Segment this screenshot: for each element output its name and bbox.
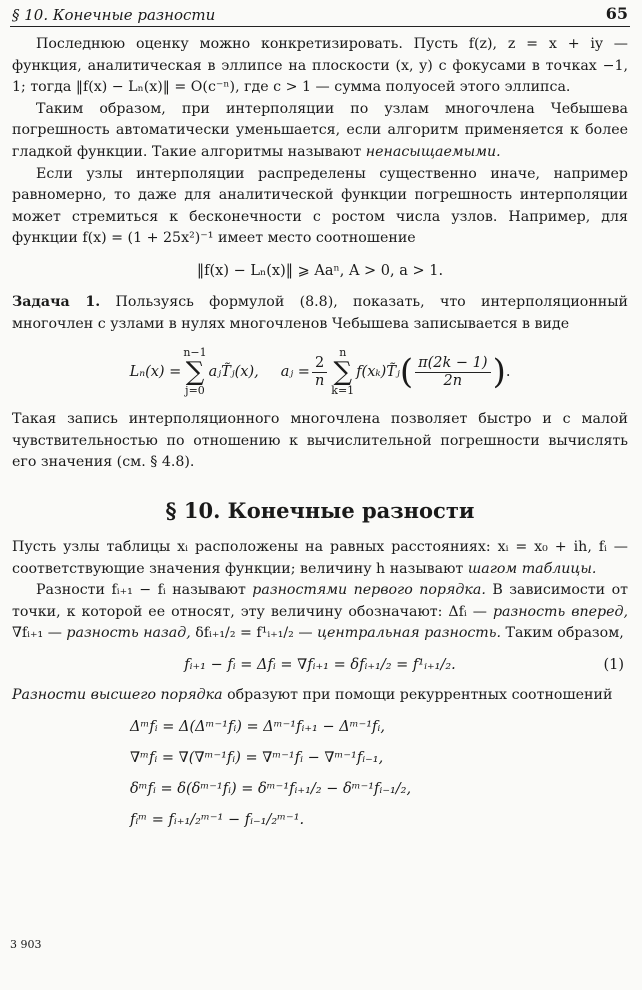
sum-1 [183, 347, 206, 397]
eq-end: . [505, 364, 511, 381]
right-paren-icon: ) [492, 352, 506, 393]
formula-f: fᵢᵐ = fᵢ₊₁/₂ᵐ⁻¹ − fᵢ₋₁/₂ᵐ⁻¹. [130, 812, 305, 829]
p6-d: δfᵢ₊₁/₂ = f¹ᵢ₊₁/₂ — [195, 625, 313, 642]
recurrence-formulas [12, 712, 628, 836]
arg-num: π(2k − 1) [415, 355, 490, 373]
eq-term-1: aⱼT̃ⱼ(x), [208, 364, 259, 381]
paragraph-2 [12, 99, 628, 164]
term-first-order: разностями первого порядка. [252, 582, 486, 599]
task-label: Задача 1. [12, 293, 101, 310]
eq-mid: aⱼ = [280, 364, 310, 381]
p6-c: ∇fᵢ₊₁ — [12, 625, 62, 642]
eq-term-2: f(xₖ)T̃ⱼ [356, 364, 400, 381]
paragraph-1: Последнюю оценку можно конкретизировать. Пусть f(z), z = x + iy — функция, аналитическая в эллипсе на плоскости (x, y) с фокусами в точках −1, 1; тогда ‖f(x) − Lₙ(x)‖ = O(c⁻ⁿ), где c > 1 — сумма полуосей этого эллипса. [12, 36, 628, 96]
arg-den: 2n [443, 372, 463, 389]
equation-error-bound: ‖f(x) − Lₙ(x)‖ ⩾ Aaⁿ, A > 0, a > 1. [196, 262, 444, 279]
formula-forward: Δᵐfᵢ = Δ(Δᵐ⁻¹fᵢ) = Δᵐ⁻¹fᵢ₊₁ − Δᵐ⁻¹fᵢ, [130, 719, 385, 736]
sum-1-upper: n−1 [183, 346, 207, 360]
paragraph-5 [12, 537, 628, 580]
paragraph-4: Такая запись интерполяционного многочлена позволяет быстро и с малой чувствительностью по отношению к вычислительной погрешности вычислять его значения (см. § 4.8). [12, 411, 628, 471]
equation-chebyshev-interpolant [12, 347, 628, 397]
term-central: центральная разность. [317, 625, 501, 642]
p6-b: В зависимости от точки, к которой ее относят, эту величину обозначают: Δfᵢ — [12, 582, 628, 620]
fraction-2-over-n [312, 355, 327, 390]
equation-1-body: fᵢ₊₁ − fᵢ = Δfᵢ = ∇fᵢ₊₁ = δfᵢ₊₁/₂ = f¹ᵢ₊₁/₂. [184, 656, 456, 673]
task-1 [12, 292, 628, 335]
footer-signature: 3 903 [10, 938, 42, 951]
sum-2-lower: k=1 [331, 384, 355, 398]
term-forward: разность вперед, [492, 603, 628, 620]
header-section: § 10. Конечные разности [12, 6, 216, 24]
paragraph-6 [12, 580, 628, 645]
page-number: 65 [605, 4, 628, 23]
p6-e: Таким образом, [505, 625, 624, 642]
term-table-step: шагом таблицы. [467, 560, 597, 577]
formula-central: δᵐfᵢ = δ(δᵐ⁻¹fᵢ) = δᵐ⁻¹fᵢ₊₁/₂ − δᵐ⁻¹fᵢ₋₁/₂, [130, 781, 412, 798]
sigma-2-icon: ∑ [333, 357, 353, 388]
running-header [10, 4, 630, 27]
fraction-num: 2 [312, 355, 327, 373]
term-backward: разность назад, [66, 625, 191, 642]
left-paren-icon: ( [399, 352, 414, 393]
p7-text: образуют при помощи рекуррентных соотношений [227, 686, 613, 703]
formula-backward: ∇ᵐfᵢ = ∇(∇ᵐ⁻¹fᵢ) = ∇ᵐ⁻¹fᵢ − ∇ᵐ⁻¹fᵢ₋₁, [130, 750, 384, 767]
p6-a: Разности fᵢ₊₁ − fᵢ называют [36, 582, 246, 599]
fraction-argument [415, 355, 490, 390]
fraction-den: n [314, 372, 325, 389]
term-nonsaturating: ненасыщаемыми. [365, 143, 501, 160]
paragraph-2-text: Таким образом, при интерполяции по узлам многочлена Чебышева погрешность автоматически уменьшается, если алгоритм применяется к более гладкой функции. Такие алгоритмы называют [12, 100, 628, 160]
equation-1 [12, 657, 628, 673]
sum-1-lower: j=0 [185, 384, 205, 398]
sum-2 [331, 347, 354, 397]
task-text: Пользуясь формулой (8.8), показать, что интерполяционный многочлен с узлами в нулях многочленов Чебышева записывается в виде [12, 293, 629, 332]
sum-2-upper: n [339, 346, 347, 360]
paragraph-5-text: Пусть узлы таблицы xᵢ расположены на равных расстояниях: xᵢ = x₀ + ih, fᵢ — соответствующие значения функции; величину h называют [12, 538, 628, 577]
term-higher-order: Разности высшего порядка [12, 686, 223, 703]
eq-lhs: Lₙ(x) = [129, 364, 182, 381]
paragraph-3: Если узлы интерполяции распределены существенно иначе, например равномерно, то даже для аналитической функции погрешность интерполяции может стремиться к бесконечности с ростом числа узлов. Например, для функции f(x) = (1 + 25x²)⁻¹ имеет место соотношение [12, 165, 628, 247]
sigma-1-icon: ∑ [185, 357, 205, 388]
paragraph-7 [12, 685, 628, 707]
equation-1-number: (1) [603, 656, 624, 673]
section-title: § 10. Конечные разности [165, 497, 475, 523]
page-body [12, 34, 628, 836]
